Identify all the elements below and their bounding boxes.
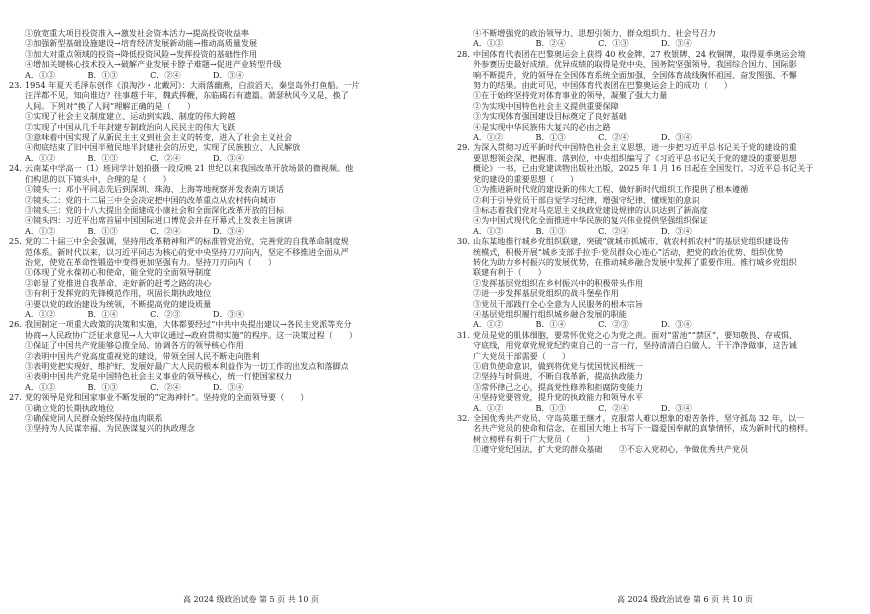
option-line: ③镜头三：党的十八大提出全面建成小康社会和全面深化改革开放的目标 (25, 204, 285, 215)
question-stem (9, 319, 413, 329)
question-text-continued: 广大党员干部需要（ ） (473, 350, 571, 361)
question-text-continued: 党的建设的重要思想（ ） (473, 173, 579, 184)
question-text-continued: 守底线，用党章党规党纪约束自己的一言一行，坚持清清白白做人、干干净净做事，这告诫 (473, 340, 797, 351)
question-text-continued: 治党，使党在革命性锻造中变得更加坚强有力。坚持刀刃向内（ ） (25, 256, 276, 267)
question-text-continued: 概论》一书，已由党建读物出版社出版，2025 年 1 月 16 日起在全国发行。习近平总书记关于 (473, 163, 814, 174)
question-text: 云南某中学高一（1）班同学计划拍摄一段反映 21 世纪以来我国改革开放场景的微视频。他 (25, 163, 354, 174)
question-number: 28. (457, 48, 470, 59)
option-line: ②为实现中国特色社会主义提供重要保障 (473, 100, 619, 111)
question-text: 山东某地推行城乡党组织联建，突破“就城市抓城市、就农村抓农村”的基层党组织建设传 (473, 236, 789, 247)
option-line: ②利于引导党员干部自觉学习纪律，增强守纪律、懂规矩的意识 (473, 194, 700, 205)
right-column (457, 28, 861, 455)
option-line: ③常怀律己之心，提高党性修养和拒腐防变能力 (473, 381, 643, 392)
option-line: ①确立党的长期执政地位 (25, 402, 115, 413)
question-text-continued: 汪洋都不见，知向谁边？往事越千年，魏武挥鞭，东临碣石有遗篇。萧瑟秋风今又是，换了 (25, 90, 349, 101)
option-line: ④为中国式现代化全面推进中华民族的复兴伟业提供坚强组织保证 (473, 215, 708, 226)
option-line: ③表明党把实现好、维护好、发展好最广大人民的根本利益作为一切工作的出发点和落脚点 (25, 361, 349, 371)
answer-choices: A．①② B．①③ C．②④ D．③④ (25, 225, 244, 236)
option-line: ④基层党组织履行组织城乡融合发展的职能 (473, 308, 627, 319)
option-line: ④彻底结束了旧中国半殖民地半封建社会的历史，实现了民族独立、人民解放 (25, 142, 301, 153)
option-line: ①遵守党纪国法，扩大党的群众基础 ②不忘入党初心，争做优秀共产党员 (473, 444, 749, 455)
question-number: 24. (9, 163, 22, 174)
option-line: ④是实现中华民族伟大复兴的必由之路 (473, 121, 611, 132)
option-line: ①发挥基层党组织在乡村振兴中的积极带头作用 (473, 277, 643, 288)
question-text-continued: 努力的结果。由此可见，中国体育代表团在巴黎奥运会上的成功（ ） (473, 80, 733, 91)
option-line: ①为推进新时代党的建设新的伟大工程、做好新时代组织工作提供了根本遵循 (473, 184, 749, 195)
page-footer-right: 高 2024 级政治试卷 第 6 页 共 10 页 (617, 595, 753, 604)
question-text: 党的二十届三中全会强调，坚持用改革精神和严的标准管党治党，完善党的自我革命制度规 (25, 236, 349, 247)
option-line: ①放宽重大项目投资准入→激发社会资本活力→提高投资收益率 (25, 28, 250, 38)
option-line: ②实现了中国从几千年封建专制政治向人民民主的伟大飞跃 (25, 121, 236, 132)
question-text-continued: 范体系。新时代以来，以习近平同志为核心的党中央坚持刀刃向内，坚定不移推进全面从严 (25, 246, 349, 257)
option-line: ②表明中国共产党高度重视党的建设，带领全国人民不断走向胜利 (25, 350, 260, 361)
answer-choices: A．①② B．②④ C．①③ D．③④ (473, 38, 692, 49)
question-text-continued: 联建有利于（ ） (473, 267, 546, 278)
option-line: ④不断增强党的政治领导力、思想引领力、群众组织力、社会号召力 (473, 28, 716, 38)
question-text: 全国优秀共产党员、守岛英雄王继才，克服常人难以想象的艰苦条件，坚守孤岛 32 年，以一 (473, 413, 805, 424)
option-line: ③为实现体育强国建设目标奠定了良好基础 (473, 111, 627, 122)
question-text-continued: 名共产党员的使命和信念，在祖国大地上书写下一篇爱国奉献的真挚情怀，成为新时代的榜样。 (473, 423, 813, 434)
option-line: ③党员干部践行全心全意为人民服务的根本宗旨 (473, 298, 643, 309)
question-text: 中国体育代表团在巴黎奥运会上获得 40 枚金牌、27 枚银牌、24 枚铜牌，取得夏季奥运会境 (473, 48, 806, 59)
question-stem (457, 330, 861, 340)
option-line: ③意味着中国实现了从新民主主义到社会主义的转变，进入了社会主义社会 (25, 132, 293, 143)
option-line: ②加强新型基础设施建设→培育经济发展新动能→推动高质量发展 (25, 38, 258, 49)
answer-choices: A．①② B．①④ C．②③ D．③④ (473, 319, 692, 330)
answer-choices: A．①② B．①③ C．②④ D．③④ (25, 381, 244, 392)
option-line: ④表明中国共产党是中国特色社会主义事业的领导核心，统一行使国家权力 (25, 371, 293, 382)
option-line: ④要以党的政治建设为统领，不断提高党的建设质量 (25, 298, 212, 309)
option-line: ④坚持党要管党，提升党的执政能力和领导水平 (473, 392, 643, 403)
question-stem (457, 236, 861, 246)
page-footer-left: 高 2024 级政治试卷 第 5 页 共 10 页 (183, 595, 319, 604)
question-text-continued: 要思想领会深、把握准、落到位，中央组织编写了《习近平总书记关于党的建设的重要思想 (473, 152, 797, 163)
question-number: 30. (457, 236, 470, 247)
question-text-continued: 外参赛历史最好成绩。优异成绩的取得是党中央、国务院坚强领导，我国综合国力、国际影 (473, 59, 797, 70)
question-text-continued: 人间。下列对“换了人间”理解正确的是（ ） (25, 100, 196, 111)
option-line: ①镜头一：邓小平同志先后到深圳、珠海、上海等地视察并发表南方谈话 (25, 184, 285, 195)
question-stem (457, 413, 861, 423)
option-line: ②进一步发挥基层党组织的战斗堡垒作用 (473, 288, 619, 299)
option-line: ③有利于发挥党的先锋模范作用，巩固长期执政地位 (25, 288, 212, 299)
option-line: ③坚持为人民谋幸福、为民族谋复兴的执政理念 (25, 423, 195, 434)
question-text: 为深入贯彻习近平新时代中国特色社会主义思想，进一步把习近平总书记关于党的建设的重 (473, 142, 797, 153)
question-number: 27. (9, 392, 22, 403)
option-line: ①体现了党永葆初心和使命，能全党的全面领导制度 (25, 267, 212, 278)
question-stem (457, 49, 861, 59)
question-text-continued: 协商→人民政协广泛征求意见→人大审议通过→政府贯彻实施”的程序。这一决策过程（ ） (25, 329, 358, 340)
option-line: ②镜头二：党的十二届三中全会决定把中国的改革重点从农村转向城市 (25, 194, 276, 205)
question-number: 26. (9, 319, 22, 330)
question-text: 1954 年夏天毛泽东创作《浪淘沙・北戴河》：大雨落幽燕，白浪滔天，秦皇岛外打鱼船。一片 (25, 80, 360, 91)
question-number: 32. (457, 413, 470, 424)
question-text: 我国制定一项重大政策的决策和实施，大体都要经过“中共中央提出建议→各民主党派等充分 (25, 319, 352, 330)
question-number: 23. (9, 80, 22, 91)
option-line: ④镜头四：习近平出席首届中国国际进口博览会并在开幕式上发表主旨演讲 (25, 215, 293, 226)
option-line: ①肩负使命意识，做到将优党与忧国忧民相统一 (473, 361, 643, 371)
option-line: ③标志着我们党对马克思主义执政党建设规律的认识达到了新高度 (473, 204, 708, 215)
option-line: ①在于始终坚持党对体育事业的领导，凝聚了强大力量 (473, 90, 668, 101)
question-text-continued: 们构思的以下镜头中，合理的是（ ） (25, 173, 171, 184)
option-line: ①保证了中国共产党能够总揽全局、协调各方的领导核心作用 (25, 340, 244, 351)
question-text: 党的领导是党和国家事业不断发展的“定海神针”。坚持党的全面领导要（ ） (25, 392, 309, 403)
option-line: ①实现了社会主义制度建立、运动到实践、制度的伟大跨越 (25, 111, 236, 122)
answer-choices: A．①② B．①③ C．②④ D．③④ (473, 132, 692, 143)
option-line: ④增加关键核心技术投入→破解产业发展卡脖子难题→促进产业转型升级 (25, 59, 282, 70)
option-line: ②确保党同人民群众始终保持血肉联系 (25, 413, 163, 424)
answer-choices: A．①② B．①③ C．②④ D．③④ (25, 69, 244, 80)
option-line: ②彰显了党推进自我革命、走好新的赶考之路的决心 (25, 277, 212, 288)
question-number: 31. (457, 329, 470, 340)
option-line: ③加大对重点领域的投资→降低投资风险→发挥投资的基础性作用 (25, 48, 258, 59)
question-number: 25. (9, 236, 22, 247)
answer-choices: A．①② B．①③ C．②④ D．③④ (473, 402, 692, 413)
answer-choices: A．①② B．①④ C．②③ D．③④ (25, 308, 244, 319)
question-text-continued: 响不断提升，党的领导在全国体育系统全面加强，全国体育战线胸怀祖国、奋发图强、不懈 (473, 69, 797, 80)
left-column (9, 28, 413, 434)
question-stem (457, 142, 861, 152)
question-text-continued: 统模式，积极开展“城乡支部手拉手·党员群众心连心”活动，把党的政治优势、组织优势 (473, 246, 784, 257)
answer-choices: A．①② B．①③ C．②④ D．③④ (25, 152, 244, 163)
question-text-continued: 树立榜样有利于广大党员（ ） (473, 433, 595, 444)
question-stem (9, 80, 413, 90)
question-text-continued: 转化为助力乡村振兴的发展优势，在推动城乡融合发展中发挥了重要作用。推行城乡党组织 (473, 256, 797, 267)
question-number: 29. (457, 142, 470, 153)
question-stem (9, 236, 413, 246)
question-stem (9, 392, 413, 402)
question-stem (9, 163, 413, 173)
question-text: 党员是党的肌体细胞，要常怀优党之心为党之责。面对“雷池”“禁区”，要知敬畏、存戒惧、 (473, 329, 798, 340)
option-line: ②坚持与时俱进，不断自我革新，提高执政能力 (473, 371, 643, 382)
answer-choices: A．①② B．①③ C．②④ D．③④ (473, 225, 692, 236)
